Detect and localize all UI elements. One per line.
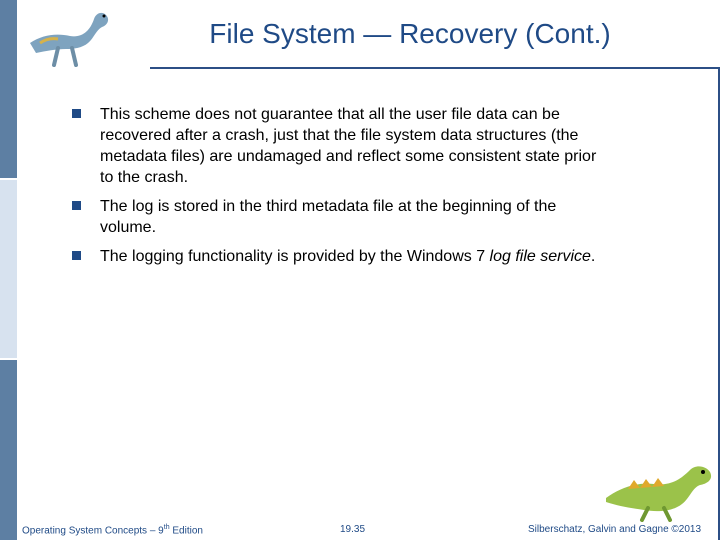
header-rule [150, 67, 720, 69]
page-number: 19.35 [340, 524, 366, 535]
dinosaur-logo-icon [22, 3, 122, 69]
bullet-list [72, 104, 602, 275]
slide-title: File System — Recovery (Cont.) [209, 18, 611, 49]
dinosaur-logo-icon [600, 458, 716, 522]
bullet-item [72, 246, 602, 267]
sidebar-block-middle [0, 180, 17, 358]
footer-book-title: Operating System Concepts – 9th Edition [22, 524, 203, 537]
bullet-text: The log is stored in the third metadata file at the beginning of the volume. [100, 198, 557, 236]
bullet-text-prefix: The logging functionality is provided by the Windows 7 [100, 248, 490, 265]
sidebar-block-bottom [0, 360, 17, 540]
sidebar-block-top [0, 0, 17, 178]
bullet-text-emphasis: log file service [489, 248, 591, 265]
bullet-text-suffix: . [590, 248, 596, 265]
footer-copyright: Silberschatz, Galvin and Gagne ©2013 [528, 524, 702, 535]
bullet-item [72, 104, 602, 188]
square-bullet-icon [72, 251, 81, 260]
bullet-item [72, 196, 602, 238]
square-bullet-icon [72, 109, 81, 118]
bullet-text: This scheme does not guarantee that all the user file data can be recovered after a crash, just that the file system data structures (the metadata files) are undamaged and reflect some consistent state prior to the crash. [100, 106, 597, 186]
square-bullet-icon [72, 201, 81, 210]
